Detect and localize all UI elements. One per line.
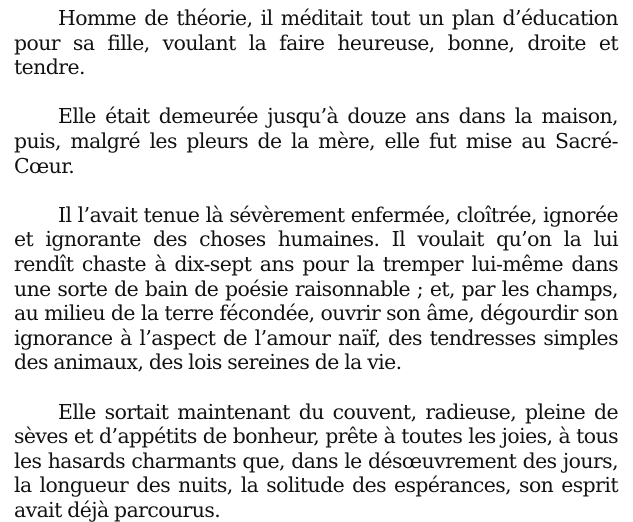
paragraph-1: Homme de théorie, il méditait tout un plan d’éducation pour sa fille, voulant la faire heureuse, bonne, droite et tendre. — [14, 6, 618, 80]
paragraph-3: Il l’avait tenue là sévèrement enfermée, cloîtrée, ignorée et ignorante des choses humaines. Il voulait qu’on la lui rendît chaste à dix-sept ans pour la tremper lui-même dans une sorte de bain de poésie raisonnable ; et, par les champs, au milieu de la terre fécondée, ouvrir son âme, dégourdir son ignorance à l’aspect de l’amour naïf, des tendresses simples des animaux, des lois sereines de la vie. — [14, 203, 618, 375]
paragraph-4: Elle sortait maintenant du couvent, radieuse, pleine de sèves et d’appétits de bonheur, prête à toutes les joies, à tous les hasards charmants que, dans le désœuvrement des jours, la longueur des nuits, la solitude des espérances, son esprit avait déjà parcourus. — [14, 400, 618, 522]
paragraph-2: Elle était demeurée jusqu’à douze ans dans la maison, puis, malgré les pleurs de la mère, elle fut mise au Sacré-Cœur. — [14, 104, 618, 178]
document-page — [14, 6, 618, 522]
